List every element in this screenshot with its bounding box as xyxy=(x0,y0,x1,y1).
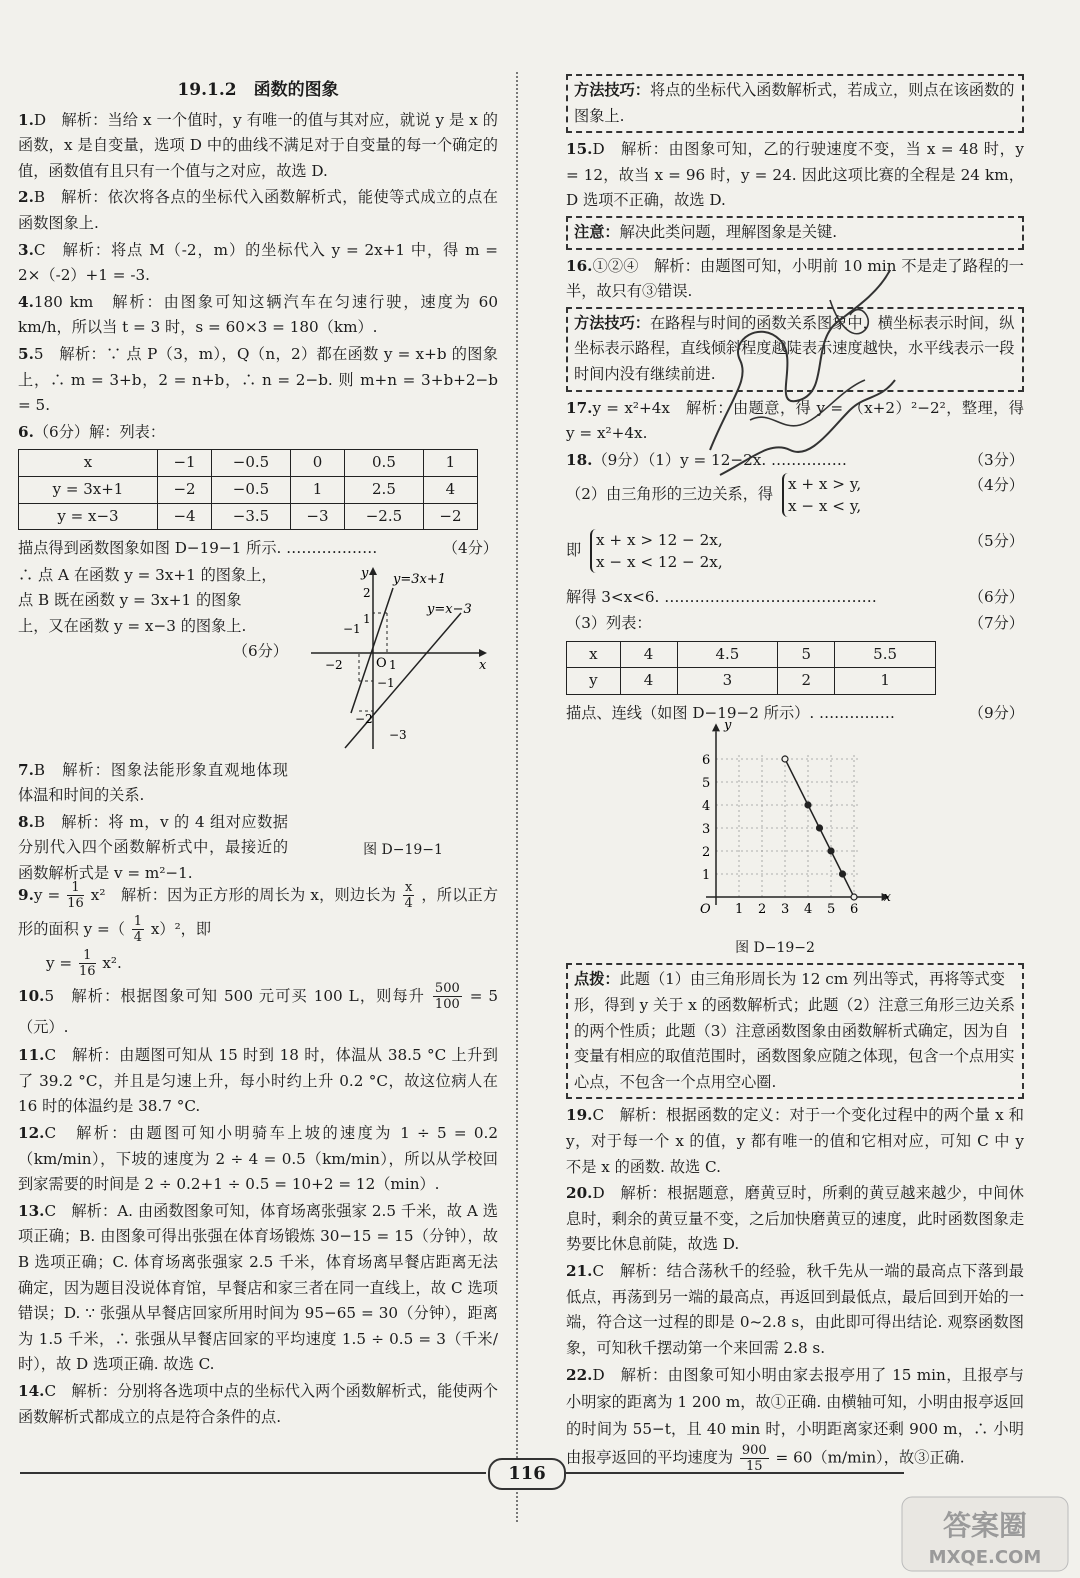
q6-figure-block xyxy=(18,563,498,758)
tick-label: 2 xyxy=(363,585,371,600)
q6-score: （6分） xyxy=(232,642,288,661)
answer-19: 19.C 解析：根据函数的定义：对于一个变化过程中的两个量 x 和 y，对于每一个 x 的值，y 都有唯一的值和它相对应，可知 C 中 y 不是 x 的函数. 故选 C. xyxy=(566,1106,1024,1176)
answer-7: 7.B 解析：图象法能形象直观地体现体温和时间的关系. xyxy=(18,760,288,805)
table-row xyxy=(567,641,936,668)
table-cell: −0.5 xyxy=(212,476,291,503)
answer-11: 11.C 解析：由题图可知从 15 时到 18 时，体温从 38.5 °C 上升到了 39.2 °C，并且是匀速上升，每小时约上升 0.2 °C，故这位病人在 16 时的体温约是 38.7 °C. xyxy=(18,1046,498,1116)
data-point xyxy=(828,848,834,854)
fraction: $\frac{1}{4}$ xyxy=(133,914,143,946)
fraction: $\frac{500}{100}$ xyxy=(434,981,460,1013)
table-cell: −3 xyxy=(290,503,344,530)
table-cell: 1 xyxy=(290,476,344,503)
table-cell: x xyxy=(567,641,621,668)
answer-22: 22.D 解析：由图象可知小明由家去报亭用了 15 min，且报亭与小明家的距离为 1 200 m，故①正确. 由横轴可知，小明由报亭返回的时间为 55−t，且 40 min 时，小明距离家还剩 900 m，∴ 小明由报亭返回的平均速度为 $\frac{900}{15}$ = 60（m/min），故③正确. xyxy=(566,1366,1025,1475)
table-cell: 1 xyxy=(423,450,477,477)
table-cell: y = 3x+1 xyxy=(19,476,158,503)
q6-conclusion xyxy=(18,563,288,665)
table-cell: −4 xyxy=(158,503,212,530)
data-point-open xyxy=(782,756,788,762)
answer-12: 12.C 解析：由题图可知小明骑车上坡的速度为 1 ÷ 5 = 0.2（km/min），下坡的速度为 2 ÷ 4 = 0.5（km/min），所以从学校回到家需要的时间是 2 ÷ 0.2+1 ÷ 0.5 = 10+2 = 12（min）. xyxy=(18,1123,498,1194)
x-tick-label: 4 xyxy=(804,902,813,918)
svg-text:MXQE.COM: MXQE.COM xyxy=(928,1547,1042,1568)
q7-q8-block xyxy=(18,758,498,883)
y-tick-label: 4 xyxy=(702,799,711,815)
tick-label: −1 xyxy=(343,621,361,636)
tick-label: −3 xyxy=(389,727,407,742)
answer-6: 6.（6分）解：列表： x −1 −0.5 0 0.5 1 y = 3x+1 −2 −0.5 1 2.5 4 y = x−3 −4 −3.5 −3 −2.5 −2 描点得到函数图象如图 D−19−1 所示. ……………… （4分） xyxy=(18,420,498,562)
answer-17: 17.y = x²+4x 解析：由题意，得 y = （x+2）²−2²，整理，得 y = x²+4x. xyxy=(566,398,1024,443)
tick-label: −2 xyxy=(325,657,343,672)
x-tick-label: 2 xyxy=(758,902,767,918)
answer-2: 2.B 解析：依次将各点的坐标代入函数解析式，能使等式成立的点在函数图象上. xyxy=(18,188,498,232)
q6-describe: 描点得到函数图象如图 D−19−1 所示. ……………… （4分） xyxy=(18,539,498,558)
column-divider xyxy=(516,72,518,1522)
answer-10: 10.5 解析：根据图象可知 500 元可买 100 L，则每升 $\frac{500}{100}$ = 5（元）. xyxy=(18,981,499,1037)
x-axis-arrow xyxy=(479,649,487,657)
table-cell: 2.5 xyxy=(345,476,424,503)
table-cell: y = x−3 xyxy=(19,503,158,530)
table-cell: 4 xyxy=(620,668,677,695)
table-cell: −0.5 xyxy=(212,450,291,477)
table-cell: 5 xyxy=(778,641,835,668)
answer-1: 1.D 解析：当给 x 一个值时，y 有唯一的值与其对应，就说 y 是 x 的函数，x 是自变量，选项 D 中的曲线不满足对于自变量的每一个确定的值，函数值有且只有一个值与之对应，故选 D. xyxy=(18,110,498,180)
table-cell: −2 xyxy=(158,476,212,503)
figure-d19-1 xyxy=(303,563,493,753)
table-cell: 4 xyxy=(620,641,677,668)
tip-box: 方法技巧：将点的坐标代入函数解析式，若成立，则点在该函数的图象上. xyxy=(566,74,1024,133)
answer-21: 21.C 解析：结合荡秋千的经验，秋千先从一端的最高点下落到最低点，再荡到另一端的最高点，再返回到最低点，最后回到开始的一端，符合这一过程的即是 0~2.8 s，由此即可得出结论. 观察函数图象，可知秋千摆动第一个来回需 2.8 s. xyxy=(566,1262,1024,1357)
axis-y-label: y xyxy=(361,565,369,581)
fraction: $\frac{1}{16}$ xyxy=(78,948,96,980)
answer-15: 15.D 解析：由图象可知，乙的行驶速度不变，当 x = 48 时，y = 12，故当 x = 96 时，y = 24. 因此这项比赛的全程是 24 km，D 选项不正确，故选 D. xyxy=(566,140,1024,210)
table-cell: −3.5 xyxy=(212,503,291,530)
inequality-system: x + x > y, x − x < y, xyxy=(782,473,861,517)
table-row xyxy=(19,503,478,530)
answer-9: 9.y = $\frac{1}{16}$ x² 解析：因为正方形的周长为 x，则边长为 $\frac{x}{4}$ ，所以正方形的面积 y =（ $\frac{1}{4}$ x）²，即 y = $\frac{1}{16}$ x². xyxy=(18,880,499,980)
x-tick-label: 3 xyxy=(781,902,790,918)
fraction: $\frac{900}{15}$ xyxy=(741,1443,767,1475)
table-cell: y xyxy=(567,668,621,695)
table-cell: 1 xyxy=(835,668,936,695)
table-cell: −1 xyxy=(158,450,212,477)
answer-14: 14.C 解析：分别将各选项中点的坐标代入两个函数解析式，能使两个函数解析式都成立的点是符合条件的点. xyxy=(18,1381,498,1426)
figure-d19-2 xyxy=(566,718,1024,927)
answer-13: 13.C 解析：A. 由函数图象可知，体育场离张强家 2.5 千米，故 A 选项正确；B. 由图象可得出张强在体育场锻炼 30−15 = 15（分钟），故 B 选项正确；C. 体育场离张强家 2.5 千米，体育场离早餐店距离无法确定，因为题目没说体育馆，早餐店和家三者在同一直线上，故 C 选项错误；D. ∵ 张强从早餐店回家所用时间为 95−65 = 30（分钟），距离为 1.5 千米，∴ 张强从早餐店回家的平均速度 1.5 ÷ 0.5 = 3（千米/时），故 D 选项正确. 故选 C. xyxy=(18,1201,498,1374)
hint-box: 点拨：此题（1）由三角形周长为 12 cm 列出等式，再将等式变形，得到 y 关于 x 的函数解析式；此题（2）注意三角形三边关系的两个性质；此题（3）注意函数图象由函数解析式确定，因为自变量有相应的取值范围时，函数图象应随之体现，包含一个点用实心点，不包含一个点用空心圈. xyxy=(566,963,1024,1099)
y-tick-label: 2 xyxy=(702,845,711,861)
line-label-x-minus-3: y=x−3 xyxy=(427,601,472,617)
table-cell: 4.5 xyxy=(677,641,778,668)
section-title: 19.1.2 函数的图象 xyxy=(177,80,339,100)
q6-line: 上，又在函数 y = x−3 的图象上. xyxy=(18,616,247,635)
x-tick-label: 6 xyxy=(850,902,859,918)
x-tick-label: 5 xyxy=(827,902,836,918)
tick-label: −2 xyxy=(355,711,373,726)
table-cell: 0.5 xyxy=(345,450,424,477)
line-label-3x-plus-1: y=3x+1 xyxy=(393,571,447,587)
tick-label: 1 xyxy=(389,657,397,672)
answer-16: 16.①②④ 解析：由题图可知，小明前 10 min 不是走了路程的一半，故只有③错误. xyxy=(566,256,1024,301)
data-point-open xyxy=(851,894,857,900)
x-tick-label: 1 xyxy=(735,902,744,918)
table-cell: 0 xyxy=(290,450,344,477)
figure-caption: 图 D−19−2 xyxy=(735,939,815,956)
tip-box: 方法技巧：在路程与时间的函数关系图象中，横坐标表示时间，纵坐标表示路程，直线倾斜程度越陡表示速度越快，水平线表示一段时间内没有继续前进. xyxy=(566,307,1024,392)
table-q18 xyxy=(566,641,936,695)
table-row xyxy=(567,668,936,695)
watermark-logo xyxy=(900,1495,1070,1573)
answer-4: 4.180 km 解析：由图象可知这辆汽车在匀速行驶，速度为 60 km/h，所以当 t = 3 时，s = 60×3 = 180（km）. xyxy=(18,292,498,337)
answer-20: 20.D 解析：根据题意，磨黄豆时，所剩的黄豆越来越少，中间休息时，剩余的黄豆量不变，之后加快磨黄豆的速度，此时函数图象走势要比休息前陡，故选 D. xyxy=(566,1184,1024,1254)
table-row xyxy=(19,450,478,477)
answer-18: 18.（9分）（1）y = 12−2x. …………… （3分） （2）由三角形的三边关系，得 x + x > y, x − x < y, （4分） 即 x + x > 12 − 2x, x − x < 12 − 2x, （5分） 解得 3<x<6. …………………………………… （6分） （3）列表： （7分） x 4 4.5 5 5.5 y 4 3 2 1 描点、连线（如图 D−19−2 所示）. …………… （9分） xyxy=(566,450,1024,722)
table-row xyxy=(19,476,478,503)
answer-5: 5.5 解析：∵ 点 P（3，m），Q（n，2）都在函数 y = x+b 的图象上，∴ m = 3+b，2 = n+b，∴ n = 2−b. 则 m+n = 3+b+2−b = 5. xyxy=(18,344,498,415)
page-rule xyxy=(564,1472,904,1474)
inequality-system: x + x > 12 − 2x, x − x < 12 − 2x, xyxy=(590,529,723,573)
table-q6 xyxy=(18,449,478,530)
answer-8: 8.B 解析：将 m，v 的 4 组对应数据分别代入四个函数解析式中，最接近的函数解析式是 v = m²−1. xyxy=(18,812,288,883)
data-point xyxy=(817,825,823,831)
y-tick-label: 6 xyxy=(702,753,711,769)
table-cell: 3 xyxy=(677,668,778,695)
note-box: 注意：解决此类问题，理解图象是关键. xyxy=(566,216,1024,250)
y-axis-arrow xyxy=(369,567,377,575)
axis-x-label: x xyxy=(883,890,891,906)
table-cell: −2 xyxy=(423,503,477,530)
tick-label: −1 xyxy=(377,675,395,690)
y-tick-label: 1 xyxy=(702,868,711,884)
answer-3: 3.C 解析：将点 M（-2，m）的坐标代入 y = 2x+1 中，得 m = 2×（-2）+1 = -3. xyxy=(18,240,498,285)
origin-label: O xyxy=(700,902,711,918)
table-cell: x xyxy=(19,450,158,477)
figure-caption: 图 D−19−1 xyxy=(363,841,443,858)
y-tick-label: 3 xyxy=(702,822,711,838)
svg-text:答案圈: 答案圈 xyxy=(942,1509,1028,1542)
page-rule xyxy=(20,1472,486,1474)
axis-y-label: y xyxy=(724,718,732,734)
q6-line: 点 B 既在函数 y = 3x+1 的图象 xyxy=(18,591,242,610)
fraction: $\frac{x}{4}$ xyxy=(404,880,413,912)
table-cell: −2.5 xyxy=(345,503,424,530)
table-cell: 5.5 xyxy=(835,641,936,668)
handwritten-signature xyxy=(690,260,920,500)
table-cell: 2 xyxy=(778,668,835,695)
tick-label: 1 xyxy=(363,611,371,626)
q6-line: ∴ 点 A 在函数 y = 3x+1 的图象上， xyxy=(18,565,277,584)
y-tick-label: 5 xyxy=(702,776,711,792)
data-point xyxy=(840,871,846,877)
page-number: 116 xyxy=(488,1458,566,1490)
table-cell: 4 xyxy=(423,476,477,503)
origin-label: O xyxy=(376,655,387,671)
axis-x-label: x xyxy=(479,657,487,673)
left-column xyxy=(18,72,498,1431)
fraction: $\frac{1}{16}$ xyxy=(67,880,84,912)
data-point xyxy=(805,802,811,808)
